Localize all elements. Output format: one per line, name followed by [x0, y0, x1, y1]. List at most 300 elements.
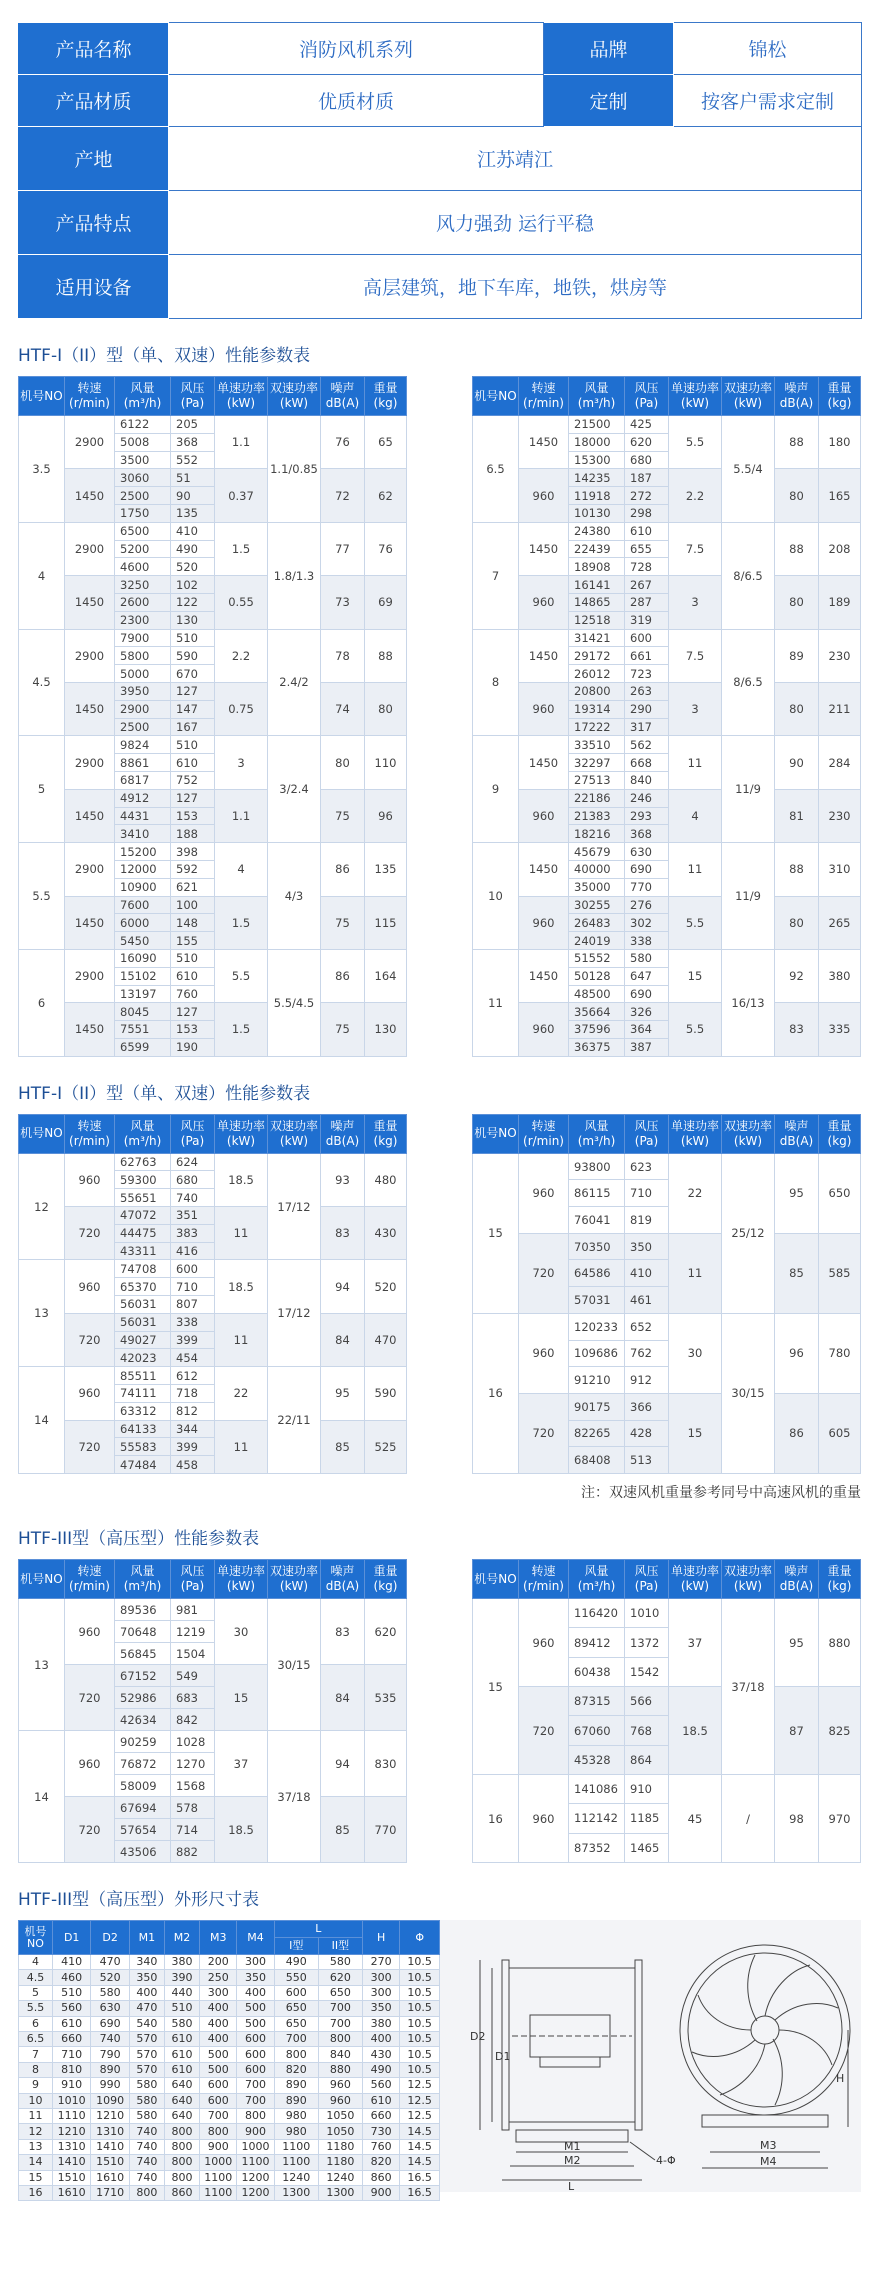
pressure-cell: 338 [625, 932, 669, 950]
single-power-cell: 11 [669, 1233, 722, 1313]
airflow-cell: 141086 [569, 1775, 625, 1804]
speed-cell: 2900 [65, 843, 115, 896]
pressure-cell: 513 [625, 1447, 669, 1474]
pressure-cell: 690 [625, 860, 669, 878]
dim-m4-cell: 700 [237, 2078, 274, 2093]
info-value: 风力强劲 运行平稳 [169, 191, 862, 255]
perf-table [18, 1559, 407, 1863]
pressure-cell: 552 [171, 451, 215, 469]
pressure-cell: 592 [171, 860, 215, 878]
pressure-cell: 1504 [171, 1643, 215, 1665]
dim-d1-cell: 610 [52, 2016, 90, 2031]
dim-m2-cell: 800 [164, 2139, 199, 2154]
noise-cell: 95 [321, 1367, 365, 1420]
column-header: 重量 (kg) [365, 1560, 407, 1599]
pressure-cell: 578 [171, 1797, 215, 1819]
pressure-cell: 263 [625, 682, 669, 700]
dim-d1-cell: 1210 [52, 2124, 90, 2139]
airflow-cell: 35664 [569, 1003, 625, 1021]
dim-header: Φ [400, 1921, 440, 1955]
dim-h-cell: 560 [362, 2078, 399, 2093]
pressure-cell: 612 [171, 1367, 215, 1385]
airflow-cell: 109686 [569, 1340, 625, 1367]
noise-cell: 75 [321, 896, 365, 949]
page [0, 22, 879, 2221]
weight-cell: 230 [819, 629, 861, 682]
pressure-cell: 760 [171, 985, 215, 1003]
pressure-cell: 399 [171, 1438, 215, 1456]
single-power-cell: 22 [669, 1153, 722, 1233]
dim-d2-cell: 520 [91, 1970, 129, 1985]
dim-m3-cell: 400 [200, 2016, 237, 2031]
noise-cell: 89 [775, 629, 819, 682]
dim-l1-cell: 1100 [274, 2155, 318, 2170]
weight-cell: 230 [819, 789, 861, 842]
front-base [702, 2115, 828, 2127]
dim-phi-cell: 14.5 [400, 2155, 440, 2170]
weight-cell: 211 [819, 682, 861, 735]
pressure-cell: 51 [171, 469, 215, 487]
airflow-cell: 3410 [115, 825, 171, 843]
speed-cell: 1450 [65, 896, 115, 949]
dim-m3-cell: 1100 [200, 2185, 237, 2200]
pressure-cell: 130 [171, 611, 215, 629]
airflow-cell: 116420 [569, 1599, 625, 1628]
airflow-cell: 90259 [115, 1731, 171, 1753]
pressure-cell: 276 [625, 896, 669, 914]
dim-phi-cell: 10.5 [400, 2001, 440, 2016]
airflow-cell: 15200 [115, 843, 171, 861]
airflow-cell: 85511 [115, 1367, 171, 1385]
column-header: 重量 (kg) [819, 1114, 861, 1153]
dim-l2-cell: 1050 [318, 2108, 362, 2123]
pressure-cell: 630 [625, 843, 669, 861]
single-power-cell: 11 [215, 1420, 268, 1473]
speed-cell: 720 [519, 1687, 569, 1775]
airflow-cell: 93800 [569, 1153, 625, 1180]
dim-h-cell: 820 [362, 2155, 399, 2170]
dim-m3-cell: 500 [200, 2062, 237, 2077]
airflow-cell: 14865 [569, 593, 625, 611]
table-row [19, 1207, 407, 1225]
single-power-cell: 4 [215, 843, 268, 896]
weight-cell: 165 [819, 469, 861, 522]
right-flange [635, 1960, 642, 2130]
speed-cell: 960 [519, 789, 569, 842]
noise-cell: 86 [321, 949, 365, 1002]
inner-ring [688, 1953, 845, 2107]
single-power-cell: 3 [669, 576, 722, 629]
table-row [19, 2016, 440, 2031]
pressure-cell: 1185 [625, 1804, 669, 1833]
dim-d2-cell: 740 [91, 2031, 129, 2046]
blade [779, 2030, 832, 2065]
dim-m2-cell: 640 [164, 2093, 199, 2108]
speed-cell: 960 [519, 896, 569, 949]
weight-cell: 525 [365, 1420, 407, 1473]
column-header: 单速功率 (kW) [669, 1114, 722, 1153]
table-row [473, 629, 861, 647]
model-number-cell: 5.5 [19, 843, 65, 950]
dim-h-cell: 900 [362, 2185, 399, 2200]
dual-power-cell: 25/12 [722, 1153, 775, 1313]
info-value: 高层建筑，地下车库，地铁，烘房等 [169, 255, 862, 319]
dual-power-cell: 1.8/1.3 [268, 522, 321, 629]
speed-cell: 1450 [519, 949, 569, 1002]
dim-phi-cell: 14.5 [400, 2124, 440, 2139]
pressure-cell: 302 [625, 914, 669, 932]
airflow-cell: 55651 [115, 1189, 171, 1207]
dim-d1-cell: 710 [52, 2047, 90, 2062]
pressure-cell: 840 [625, 771, 669, 789]
dim-header: 机号 NO [19, 1921, 53, 1955]
airflow-cell: 4912 [115, 789, 171, 807]
single-power-cell: 3 [669, 682, 722, 735]
column-header: 噪声 dB(A) [775, 1560, 819, 1599]
dim-m3-cell: 800 [200, 2124, 237, 2139]
dim-d2-cell: 890 [91, 2062, 129, 2077]
speed-cell: 960 [519, 1775, 569, 1863]
airflow-cell: 70350 [569, 1233, 625, 1260]
dim-no-cell: 5.5 [19, 2001, 53, 2016]
single-power-cell: 4 [669, 789, 722, 842]
pressure-cell: 510 [171, 949, 215, 967]
airflow-cell: 4431 [115, 807, 171, 825]
column-header: 风量 (m³/h) [569, 1560, 625, 1599]
weight-cell: 88 [365, 629, 407, 682]
label-m1: M1 [564, 2140, 581, 2154]
perf-table [472, 1559, 861, 1863]
pressure-cell: 293 [625, 807, 669, 825]
pressure-cell: 770 [625, 878, 669, 896]
pressure-cell: 652 [625, 1313, 669, 1340]
noise-cell: 81 [775, 789, 819, 842]
airflow-cell: 44475 [115, 1224, 171, 1242]
airflow-cell: 43506 [115, 1841, 171, 1863]
pressure-cell: 510 [171, 629, 215, 647]
airflow-cell: 70648 [115, 1621, 171, 1643]
column-header: 双速功率 (kW) [722, 1114, 775, 1153]
column-header: 风压 (Pa) [625, 1114, 669, 1153]
pressure-cell: 153 [171, 1021, 215, 1039]
airflow-cell: 7900 [115, 629, 171, 647]
dim-h-cell: 350 [362, 2001, 399, 2016]
dim-m4-cell: 600 [237, 2031, 274, 2046]
airflow-cell: 24019 [569, 932, 625, 950]
airflow-cell: 11918 [569, 487, 625, 505]
dim-no-cell: 4 [19, 1955, 53, 1970]
dim-l1-cell: 1300 [274, 2185, 318, 2200]
pressure-cell: 122 [171, 593, 215, 611]
column-header: 重量 (kg) [365, 377, 407, 416]
table-row [19, 2062, 440, 2077]
speed-cell: 2900 [65, 522, 115, 575]
table-row [19, 843, 407, 861]
single-power-cell: 37 [669, 1599, 722, 1687]
weight-cell: 825 [819, 1687, 861, 1775]
pressure-cell: 148 [171, 914, 215, 932]
column-header: 噪声 dB(A) [775, 377, 819, 416]
table-row [473, 682, 861, 700]
speed-cell: 960 [519, 1153, 569, 1233]
column-header: 双速功率 (kW) [268, 377, 321, 416]
dim-l2-cell: 1180 [318, 2139, 362, 2154]
pressure-cell: 127 [171, 789, 215, 807]
pressure-cell: 740 [171, 1189, 215, 1207]
airflow-cell: 55583 [115, 1438, 171, 1456]
dim-d1-cell: 560 [52, 2001, 90, 2016]
table-row [19, 2139, 440, 2154]
info-key: 定制 [544, 75, 674, 127]
dim-no-cell: 16 [19, 2185, 53, 2200]
weight-cell: 380 [819, 949, 861, 1002]
dim-l2-cell: 840 [318, 2047, 362, 2062]
speed-cell: 720 [519, 1233, 569, 1313]
dim-d1-cell: 510 [52, 1985, 90, 2000]
model-number-cell: 6.5 [473, 416, 519, 523]
airflow-cell: 62763 [115, 1153, 171, 1171]
airflow-cell: 16090 [115, 949, 171, 967]
dim-m2-cell: 610 [164, 2047, 199, 2062]
single-power-cell: 5.5 [669, 416, 722, 469]
airflow-cell: 17222 [569, 718, 625, 736]
speed-cell: 1450 [65, 789, 115, 842]
dim-m4-cell: 1200 [237, 2185, 274, 2200]
dim-m3-cell: 500 [200, 2047, 237, 2062]
airflow-cell: 35000 [569, 878, 625, 896]
column-header: 单速功率 (kW) [215, 377, 268, 416]
speed-cell: 960 [519, 469, 569, 522]
model-number-cell: 6 [19, 949, 65, 1056]
dim-m3-cell: 250 [200, 1970, 237, 1985]
dim-phi-cell: 10.5 [400, 2016, 440, 2031]
speed-cell: 1450 [519, 843, 569, 896]
airflow-cell: 112142 [569, 1804, 625, 1833]
dim-h-cell: 300 [362, 1985, 399, 2000]
dim-m2-cell: 510 [164, 2001, 199, 2016]
pressure-cell: 590 [171, 647, 215, 665]
pressure-cell: 728 [625, 558, 669, 576]
dim-m1-cell: 580 [129, 2078, 164, 2093]
dim-header: D2 [91, 1921, 129, 1955]
dual-power-cell: 4/3 [268, 843, 321, 950]
dual-power-cell: 1.1/0.85 [268, 416, 321, 523]
single-power-cell: 11 [669, 843, 722, 896]
airflow-cell: 82265 [569, 1420, 625, 1447]
pressure-cell: 710 [171, 1278, 215, 1296]
noise-cell: 87 [775, 1687, 819, 1775]
pressure-cell: 1028 [171, 1731, 215, 1753]
single-power-cell: 15 [669, 949, 722, 1002]
dim-h-cell: 430 [362, 2047, 399, 2062]
dim-phi-cell: 10.5 [400, 1955, 440, 1970]
airflow-cell: 10900 [115, 878, 171, 896]
pressure-cell: 683 [171, 1687, 215, 1709]
airflow-cell: 50128 [569, 967, 625, 985]
weight-cell: 430 [365, 1207, 407, 1260]
airflow-cell: 42634 [115, 1709, 171, 1731]
pressure-cell: 135 [171, 504, 215, 522]
table-row [19, 2124, 440, 2139]
info-key: 产品材质 [19, 75, 169, 127]
model-number-cell: 16 [473, 1313, 519, 1473]
pressure-cell: 549 [171, 1665, 215, 1687]
speed-cell: 960 [519, 1313, 569, 1393]
noise-cell: 80 [321, 736, 365, 789]
airflow-cell: 6500 [115, 522, 171, 540]
table-row [473, 1393, 861, 1420]
perf-table-pair-2 [18, 1114, 861, 1474]
dim-m1-cell: 570 [129, 2031, 164, 2046]
pressure-cell: 752 [171, 771, 215, 789]
dim-m3-cell: 600 [200, 2078, 237, 2093]
model-number-cell: 3.5 [19, 416, 65, 523]
airflow-cell: 5450 [115, 932, 171, 950]
pressure-cell: 655 [625, 540, 669, 558]
noise-cell: 88 [775, 416, 819, 469]
blade [692, 2040, 755, 2056]
airflow-cell: 76872 [115, 1753, 171, 1775]
table-row [473, 789, 861, 807]
table-row [19, 1367, 407, 1385]
noise-cell: 85 [775, 1233, 819, 1313]
table-row [19, 1260, 407, 1278]
dim-no-cell: 9 [19, 2078, 53, 2093]
column-header: 转速 (r/min) [65, 1560, 115, 1599]
pressure-cell: 812 [171, 1402, 215, 1420]
dim-no-cell: 13 [19, 2139, 53, 2154]
pressure-cell: 762 [625, 1340, 669, 1367]
pressure-cell: 1465 [625, 1833, 669, 1862]
fan-outline-diagram [440, 1920, 861, 2192]
dim-m3-cell: 200 [200, 1955, 237, 1970]
weight-cell: 480 [365, 1153, 407, 1206]
pressure-cell: 600 [171, 1260, 215, 1278]
section-title-dimensions: HTF-III型（高压型）外形尺寸表 [18, 1890, 260, 1911]
single-power-cell: 1.1 [215, 416, 268, 469]
pressure-cell: 338 [171, 1313, 215, 1331]
airflow-cell: 4600 [115, 558, 171, 576]
weight-cell: 585 [819, 1233, 861, 1313]
column-header: 噪声 dB(A) [775, 1114, 819, 1153]
speed-cell: 960 [65, 1260, 115, 1313]
dim-l2-cell: 880 [318, 2062, 362, 2077]
dim-m2-cell: 440 [164, 1985, 199, 2000]
pressure-cell: 246 [625, 789, 669, 807]
pressure-cell: 668 [625, 754, 669, 772]
airflow-cell: 21383 [569, 807, 625, 825]
dim-l1-cell: 650 [274, 2016, 318, 2031]
pressure-cell: 398 [171, 843, 215, 861]
single-power-cell: 0.55 [215, 576, 268, 629]
dim-m1-cell: 800 [129, 2185, 164, 2200]
airflow-cell: 59300 [115, 1171, 171, 1189]
weight-cell: 970 [819, 1775, 861, 1863]
pressure-cell: 819 [625, 1207, 669, 1234]
label-m4: M4 [760, 2155, 777, 2169]
weight-cell: 65 [365, 416, 407, 469]
column-header: 单速功率 (kW) [215, 1114, 268, 1153]
speed-cell: 720 [65, 1207, 115, 1260]
noise-cell: 85 [321, 1797, 365, 1863]
single-power-cell: 37 [215, 1731, 268, 1797]
weight-cell: 470 [365, 1313, 407, 1366]
column-header: 机号NO [473, 1560, 519, 1599]
single-power-cell: 45 [669, 1775, 722, 1863]
table-row [19, 2031, 440, 2046]
pressure-cell: 723 [625, 665, 669, 683]
speed-cell: 1450 [519, 522, 569, 575]
airflow-cell: 87315 [569, 1687, 625, 1716]
single-power-cell: 11 [215, 1207, 268, 1260]
dim-header: M2 [164, 1921, 199, 1955]
dim-m2-cell: 640 [164, 2078, 199, 2093]
pressure-cell: 1010 [625, 1599, 669, 1628]
model-number-cell: 16 [473, 1775, 519, 1863]
perf-table [472, 376, 861, 1057]
dim-l2-cell: 580 [318, 1955, 362, 1970]
column-header: 风量 (m³/h) [115, 1560, 171, 1599]
table-row [19, 2155, 440, 2170]
dimension-table [18, 1920, 440, 2201]
pressure-cell: 621 [171, 878, 215, 896]
table-row [473, 1153, 861, 1180]
dim-m1-cell: 740 [129, 2170, 164, 2185]
pressure-cell: 580 [625, 949, 669, 967]
dim-m2-cell: 800 [164, 2170, 199, 2185]
blade [720, 2044, 765, 2095]
dim-l1-cell: 890 [274, 2093, 318, 2108]
motor-base [540, 2057, 600, 2067]
dim-d2-cell: 1410 [91, 2139, 129, 2154]
airflow-cell: 3950 [115, 682, 171, 700]
weight-cell: 590 [365, 1367, 407, 1420]
airflow-cell: 6817 [115, 771, 171, 789]
airflow-cell: 21500 [569, 416, 625, 434]
airflow-cell: 7551 [115, 1021, 171, 1039]
dim-d1-cell: 1010 [52, 2093, 90, 2108]
dim-m1-cell: 470 [129, 2001, 164, 2016]
model-number-cell: 4 [19, 522, 65, 629]
single-power-cell: 11 [669, 736, 722, 789]
table-row [19, 469, 407, 487]
dim-phi-cell: 16.5 [400, 2170, 440, 2185]
model-number-cell: 4.5 [19, 629, 65, 736]
table-row [19, 2078, 440, 2093]
single-power-cell: 1.5 [215, 522, 268, 575]
dim-phi-cell: 10.5 [400, 2047, 440, 2062]
table-row [19, 949, 407, 967]
single-power-cell: 5.5 [215, 949, 268, 1002]
airflow-cell: 22439 [569, 540, 625, 558]
speed-cell: 960 [519, 1599, 569, 1687]
speed-cell: 2900 [65, 949, 115, 1002]
section-title-htf-i-ii-2: HTF-I（II）型（单、双速）性能参数表 [18, 1083, 311, 1104]
single-power-cell: 1.5 [215, 896, 268, 949]
table-row [19, 1970, 440, 1985]
table-row [19, 1665, 407, 1687]
dim-m2-cell: 800 [164, 2124, 199, 2139]
table-row [473, 949, 861, 967]
airflow-cell: 6599 [115, 1038, 171, 1056]
dim-d2-cell: 790 [91, 2047, 129, 2062]
dim-l1-cell: 650 [274, 2001, 318, 2016]
single-power-cell: 2.2 [669, 469, 722, 522]
label-d1: D1 [495, 2050, 511, 2064]
column-header: 转速 (r/min) [519, 1114, 569, 1153]
weight-cell: 780 [819, 1313, 861, 1393]
airflow-cell: 67694 [115, 1797, 171, 1819]
